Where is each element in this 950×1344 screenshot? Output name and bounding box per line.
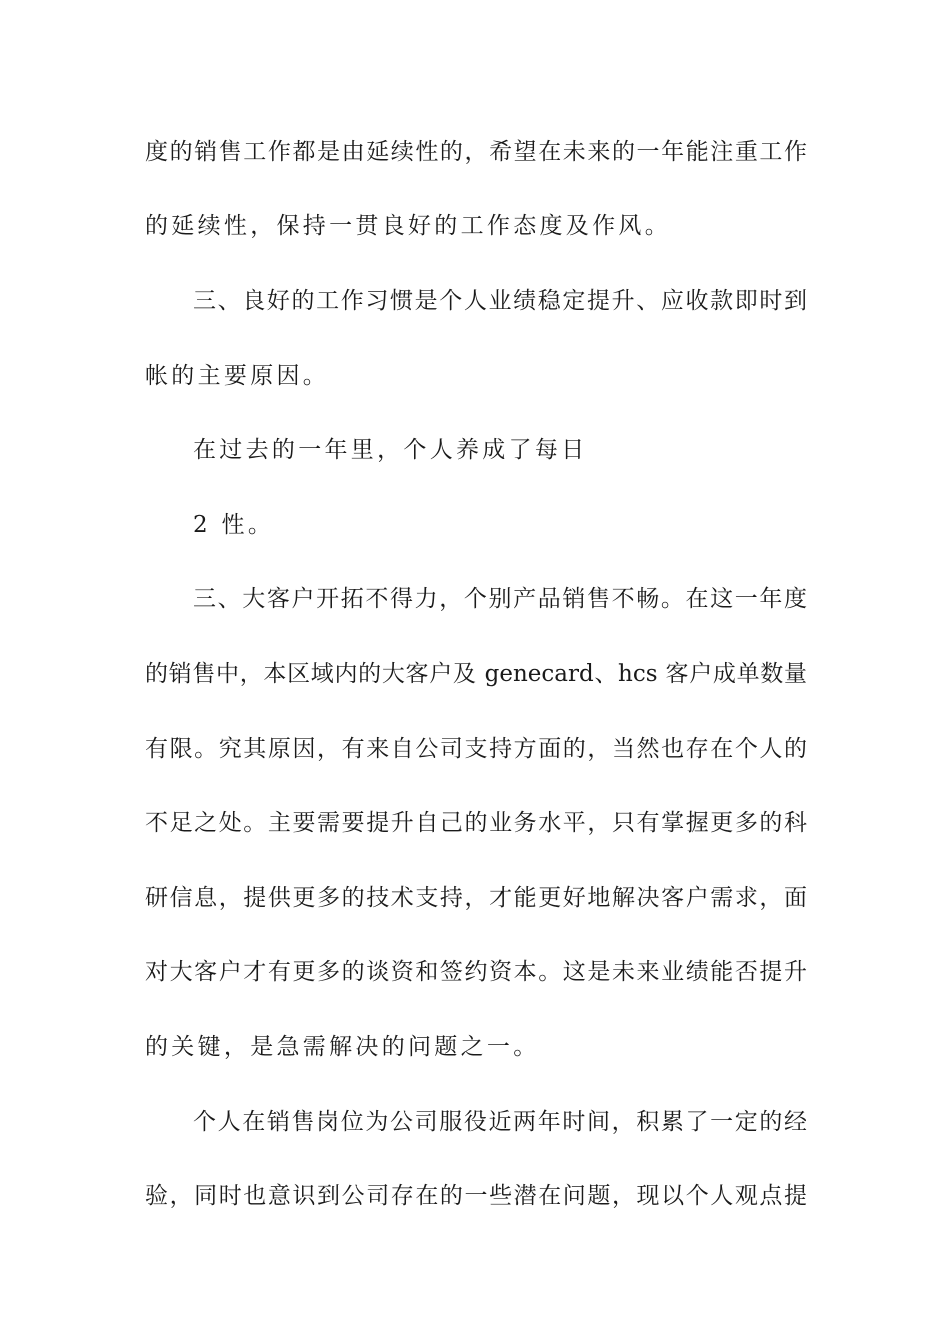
text-line: 个人在销售岗位为公司服役近两年时间，积累了一定的经 <box>193 1109 807 1135</box>
text-line: 对大客户才有更多的谈资和签约资本。这是未来业绩能否提升 <box>145 959 807 985</box>
text-line: 三、大客户开拓不得力，个别产品销售不畅。在这一年度 <box>193 586 807 612</box>
text-line: 三、良好的工作习惯是个人业绩稳定提升、应收款即时到 <box>193 288 807 314</box>
text-line: 的销售中，本区域内的大客户及 genecard、hcs 客户成单数量 <box>145 661 807 687</box>
text-line: 在过去的一年里，个人养成了每日 <box>193 437 588 463</box>
text-line: 度的销售工作都是由延续性的，希望在未来的一年能注重工作 <box>145 139 807 165</box>
text-line: 有限。究其原因，有来自公司支持方面的，当然也存在个人的 <box>145 736 807 762</box>
text-line: 验，同时也意识到公司存在的一些潜在问题，现以个人观点提 <box>145 1183 807 1209</box>
text-line: 的延续性，保持一贯良好的工作态度及作风。 <box>145 213 671 239</box>
text-line: 的关键，是急需解决的问题之一。 <box>145 1034 540 1060</box>
text-line: 2 性。 <box>193 512 275 538</box>
text-line: 研信息，提供更多的技术支持，才能更好地解决客户需求，面 <box>145 885 807 911</box>
text-line: 不足之处。主要需要提升自己的业务水平，只有掌握更多的科 <box>145 810 807 836</box>
text-line: 帐的主要原因。 <box>145 363 330 389</box>
